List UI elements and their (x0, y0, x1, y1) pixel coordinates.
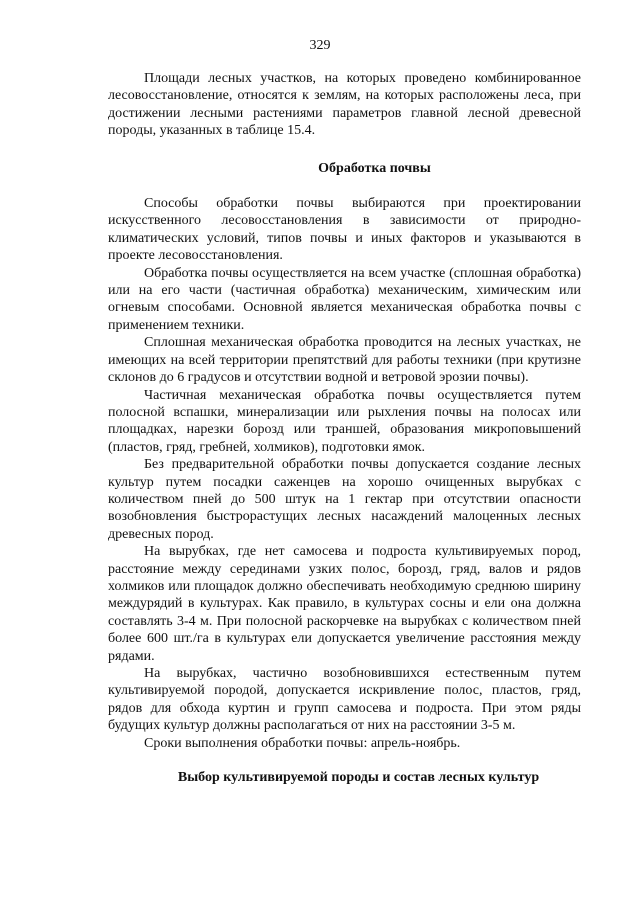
paragraph-soil-6: На вырубках, где нет самосева и подроста культивируемых пород, расстояние между серединами узких полос, борозд, гряд, валов и рядов холмиков или площадок должно обеспечивать необходимую среднюю ширину междурядий в культурах. Как правило, в культурах сосны и ели она должна составлять 3-4 м. При полосной раскорчевке на вырубках с количеством пней более 600 шт./га в культурах ели допускается увеличение расстояния между рядами. (108, 544, 581, 664)
paragraph-soil-8: Сроки выполнения обработки почвы: апрель-ноябрь. (144, 735, 461, 751)
heading-soil-treatment: Обработка почвы (318, 160, 431, 176)
heading-species-selection: Выбор культивируемой породы и состав лесных культур (177, 770, 540, 786)
paragraph-soil-5: Без предварительной обработки почвы допускается создание лесных культур путем посадки саженцев на хорошо очищенных вырубках с количеством пней до 500 штук на 1 гектар при отсутствии опасности возобновления быстрорастущих лесных насаждений малоценных лесных древесных пород. (108, 457, 581, 542)
page-body (108, 70, 581, 786)
page-number: 329 (309, 38, 331, 53)
paragraph-soil-4: Частичная механическая обработка почвы осуществляется путем полосной вспашки, минерализации или рыхления почвы на полосах или площадках, нарезки борозд или траншей, образования микроповышений (пластов, гряд, гребней, холмиков), подготовки ямок. (108, 387, 581, 455)
paragraph-soil-3: Сплошная механическая обработка проводится на лесных участках, не имеющих на всей территории препятствий для работы техники (при крутизне склонов до 6 градусов и отсутствии водной и ветровой эрозии почвы). (108, 335, 581, 386)
paragraph-soil-7: На вырубках, частично возобновившихся естественным путем культивируемой породой, допускается искривление полос, пластов, гряд, рядов для обхода куртин и групп самосева и подроста. При этом ряды будущих культур должны располагаться от них на расстоянии 3-5 м. (108, 666, 581, 734)
paragraph-soil-1: Способы обработки почвы выбираются при проектировании искусственного лесовосстановления в зависимости от природно-климатических условий, типов почвы и иных факторов и указываются в проекте лесовосстановления. (108, 196, 581, 264)
paragraph-soil-2: Обработка почвы осуществляется на всем участке (сплошная обработка) или на его части (частичная обработка) механическим, химическим или огневым способами. Основной является механическая обработка почвы с применением техники. (108, 265, 581, 333)
paragraph-intro: Площади лесных участков, на которых проведено комбинированное лесовосстановление, относятся к землям, на которых расположены леса, при достижении лесными растениями параметров главной лесной древесной породы, указанных в таблице 15.4. (108, 71, 581, 139)
